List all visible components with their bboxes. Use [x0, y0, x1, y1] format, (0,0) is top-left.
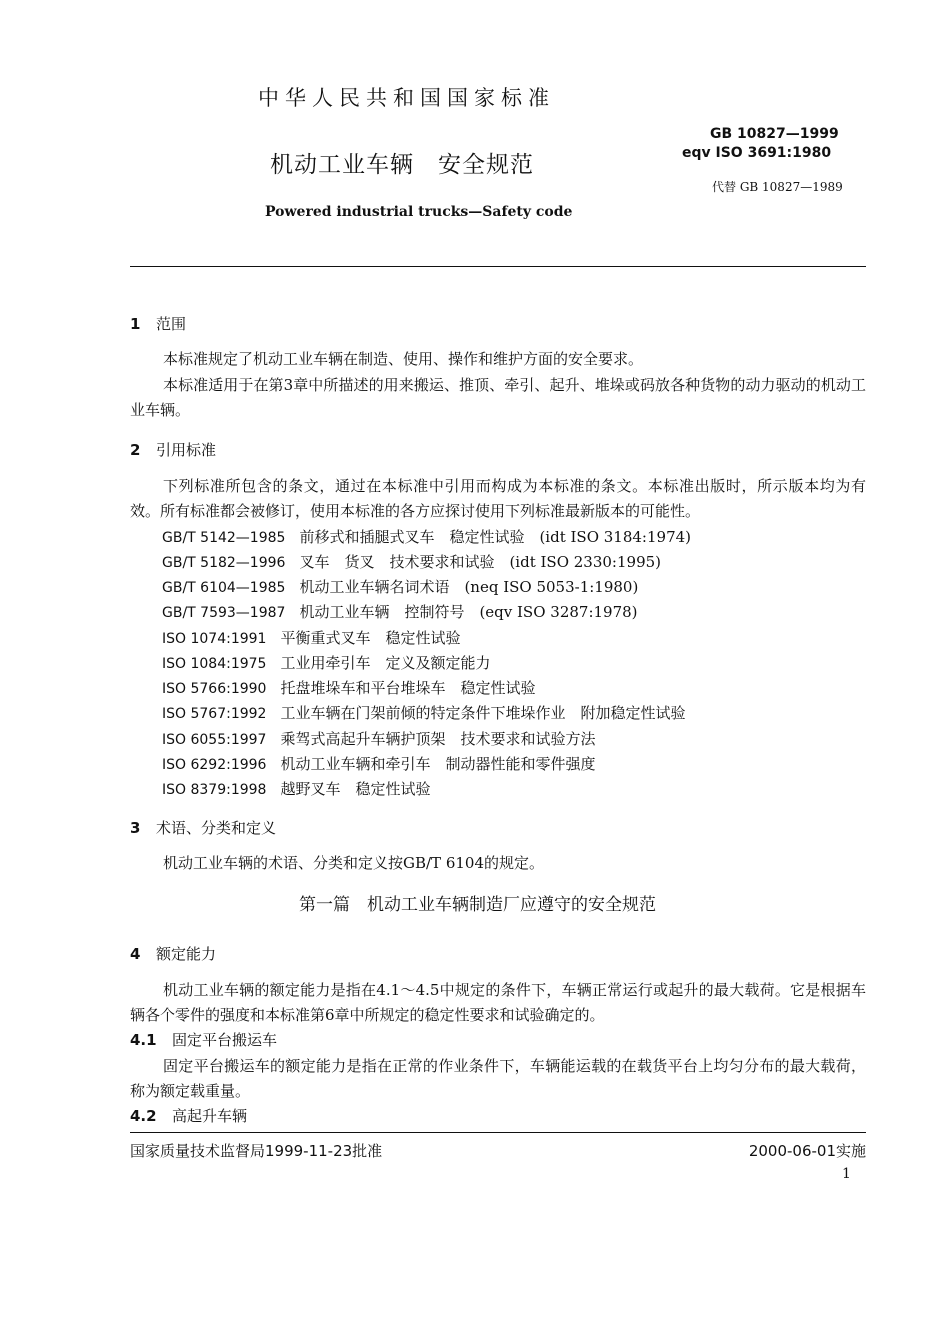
reference-item [162, 677, 535, 698]
reference-code: GB/T 5182—1996 [162, 555, 286, 571]
reference-title: 叉车 货叉 技术要求和试验 (idt ISO 2330:1995) [299, 553, 662, 571]
section-title: 术语、分类和定义 [156, 819, 277, 837]
section-number: 2 [130, 441, 141, 459]
reference-item [162, 526, 691, 547]
equivalent-standard: eqv ISO 3691:1980 [682, 145, 832, 161]
reference-code: ISO 5767:1992 [162, 706, 267, 722]
reference-code: ISO 5766:1990 [162, 681, 267, 697]
section-heading-scope [130, 313, 186, 334]
paragraph: 机动工业车辆的术语、分类和定义按GB/T 6104的规定。 [163, 854, 545, 872]
part-title: 第一篇 机动工业车辆制造厂应遵守的安全规范 [299, 895, 656, 915]
subsection-title: 高起升车辆 [172, 1107, 248, 1125]
reference-title: 工业用牵引车 定义及额定能力 [280, 654, 491, 672]
reference-title: 机动工业车辆和牵引车 制动器性能和零件强度 [280, 755, 596, 773]
reference-code: ISO 8379:1998 [162, 782, 267, 798]
section-title: 额定能力 [156, 945, 217, 963]
reference-title: 工业车辆在门架前倾的特定条件下堆垛作业 附加稳定性试验 [280, 704, 686, 722]
issuing-country-label: 中华人民共和国国家标准 [258, 86, 555, 110]
reference-item [162, 753, 595, 774]
reference-title: 乘驾式高起升车辆护顶架 技术要求和试验方法 [280, 730, 596, 748]
effective-date: 2000-06-01实施 [748, 1142, 866, 1160]
standard-title-english: Powered industrial trucks—Safety code [265, 204, 573, 220]
reference-code: ISO 6055:1997 [162, 732, 267, 748]
reference-title: 机动工业车辆 控制符号 (eqv ISO 3287:1978) [299, 603, 638, 621]
section-heading-references [130, 439, 216, 460]
approval-statement: 国家质量技术监督局1999-11-23批准 [130, 1142, 383, 1160]
page-number: 1 [842, 1166, 851, 1182]
reference-item [162, 601, 638, 622]
section-number: 3 [130, 819, 141, 837]
reference-code: ISO 1074:1991 [162, 631, 267, 647]
reference-title: 平衡重式叉车 稳定性试验 [280, 629, 461, 647]
reference-code: GB/T 7593—1987 [162, 605, 286, 621]
section-number: 4 [130, 945, 141, 963]
reference-item [162, 576, 638, 597]
reference-title: 前移式和插腿式叉车 稳定性试验 (idt ISO 3184:1974) [299, 528, 692, 546]
subsection-number: 4.2 [130, 1107, 157, 1125]
reference-code: ISO 1084:1975 [162, 656, 267, 672]
reference-item [162, 728, 595, 749]
reference-code: GB/T 5142—1985 [162, 530, 286, 546]
footer-divider [130, 1132, 866, 1133]
paragraph: 本标准适用于在第3章中所描述的用来搬运、推顶、牵引、起升、堆垛或码放各种货物的动力驱动的机动工业车辆。 [130, 376, 866, 419]
reference-item [162, 627, 460, 648]
reference-item [162, 551, 661, 572]
reference-item [162, 778, 430, 799]
subsection-heading [130, 1029, 277, 1050]
header-divider [130, 266, 866, 267]
subsection-number: 4.1 [130, 1031, 157, 1049]
subsection-title: 固定平台搬运车 [172, 1031, 278, 1049]
subsection-heading [130, 1105, 247, 1126]
paragraph: 机动工业车辆的额定能力是指在4.1～4.5中规定的条件下，车辆正常运行或起升的最大载荷。它是根据车辆各个零件的强度和本标准第6章中所规定的稳定性要求和试验确定的。 [130, 981, 866, 1024]
reference-title: 机动工业车辆名词术语 (neq ISO 5053-1:1980) [299, 578, 639, 596]
standard-title-chinese: 机动工业车辆 安全规范 [270, 152, 534, 178]
reference-code: GB/T 6104—1985 [162, 580, 286, 596]
section-heading-rated-capacity [130, 943, 216, 964]
reference-item [162, 652, 490, 673]
reference-title: 越野叉车 稳定性试验 [280, 780, 431, 798]
reference-code: ISO 6292:1996 [162, 757, 267, 773]
section-heading-terms [130, 817, 276, 838]
paragraph: 固定平台搬运车的额定能力是指在正常的作业条件下，车辆能运载的在载货平台上均匀分布的最大载荷，称为额定载重量。 [130, 1057, 866, 1100]
reference-title: 托盘堆垛车和平台堆垛车 稳定性试验 [280, 679, 536, 697]
reference-item [162, 702, 685, 723]
standard-code: GB 10827—1999 [710, 126, 839, 142]
section-title: 范围 [156, 315, 187, 333]
section-number: 1 [130, 315, 141, 333]
section-title: 引用标准 [156, 441, 217, 459]
replaces-standard: 代替 GB 10827—1989 [712, 180, 843, 194]
paragraph: 本标准规定了机动工业车辆在制造、使用、操作和维护方面的安全要求。 [163, 350, 644, 368]
paragraph: 下列标准所包含的条文，通过在本标准中引用而构成为本标准的条文。本标准出版时，所示版本均为有效。所有标准都会被修订，使用本标准的各方应探讨使用下列标准最新版本的可能性。 [130, 477, 866, 520]
